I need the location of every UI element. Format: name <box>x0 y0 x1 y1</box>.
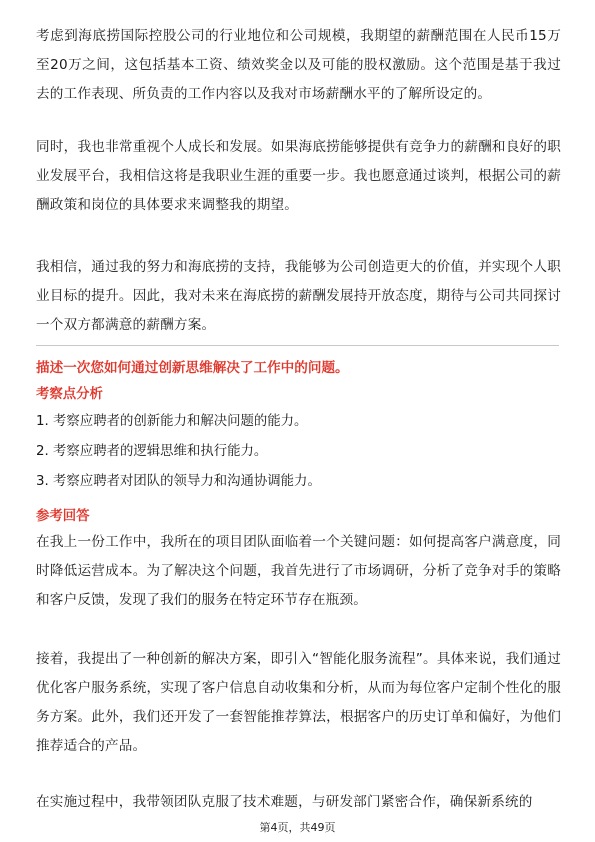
answer-paragraph: 接着，我提出了一种创新的解决方案，即引入“智能化服务流程”。具体来说，我们通过优化客户服务系统，实现了客户信息自动收集和分析，从而为每位客户定制个性化的服务方案。此外，我们还开发了一套智能推荐算法，根据客户的历史订单和偏好，为他们推荐适合的产品。 <box>36 651 561 754</box>
page-number: 第4页，共49页 <box>259 821 336 834</box>
answer-heading: 参考回答 <box>36 509 90 524</box>
answer-paragraph: 在我上一份工作中，我所在的项目团队面临着一个关键问题：如何提高客户满意度，同时降低运营成本。为了解决这个问题，我首先进行了市场调研，分析了竞争对手的策略和客户反馈，发现了我们的服务在特定环节存在瓶颈。 <box>36 534 561 608</box>
analysis-point: 3. 考察应聘者对团队的领导力和沟通协调能力。 <box>36 474 321 489</box>
interview-question: 描述一次您如何通过创新思维解决了工作中的问题。 <box>36 360 349 376</box>
analysis-point: 2. 考察应聘者的逻辑思维和执行能力。 <box>36 444 268 459</box>
section-divider <box>36 345 559 346</box>
body-paragraph: 考虑到海底捞国际控股公司的行业地位和公司规模，我期望的薪酬范围在人民币15万至20万之间，这包括基本工资、绩效奖金以及可能的股权激励。这个范围是基于我过去的工作表现、所负责的工作内容以及我对市场薪酬水平的了解所设定的。 <box>36 28 561 102</box>
body-paragraph: 我相信，通过我的努力和海底捞的支持，我能够为公司创造更大的价值，并实现个人职业目标的提升。因此，我对未来在海底捞的薪酬发展持开放态度，期待与公司共同探讨一个双方都满意的薪酬方案。 <box>36 259 561 333</box>
analysis-heading: 考察点分析 <box>36 387 103 402</box>
body-paragraph: 同时，我也非常重视个人成长和发展。如果海底捞能够提供有竞争力的薪酬和良好的职业发展平台，我相信这将是我职业生涯的重要一步。我也愿意通过谈判，根据公司的薪酬政策和岗位的具体要求来调整我的期望。 <box>36 139 561 213</box>
analysis-point: 1. 考察应聘者的创新能力和解决问题的能力。 <box>36 414 308 429</box>
answer-paragraph: 在实施过程中，我带领团队克服了技术难题，与研发部门紧密合作，确保新系统的 <box>36 794 533 810</box>
